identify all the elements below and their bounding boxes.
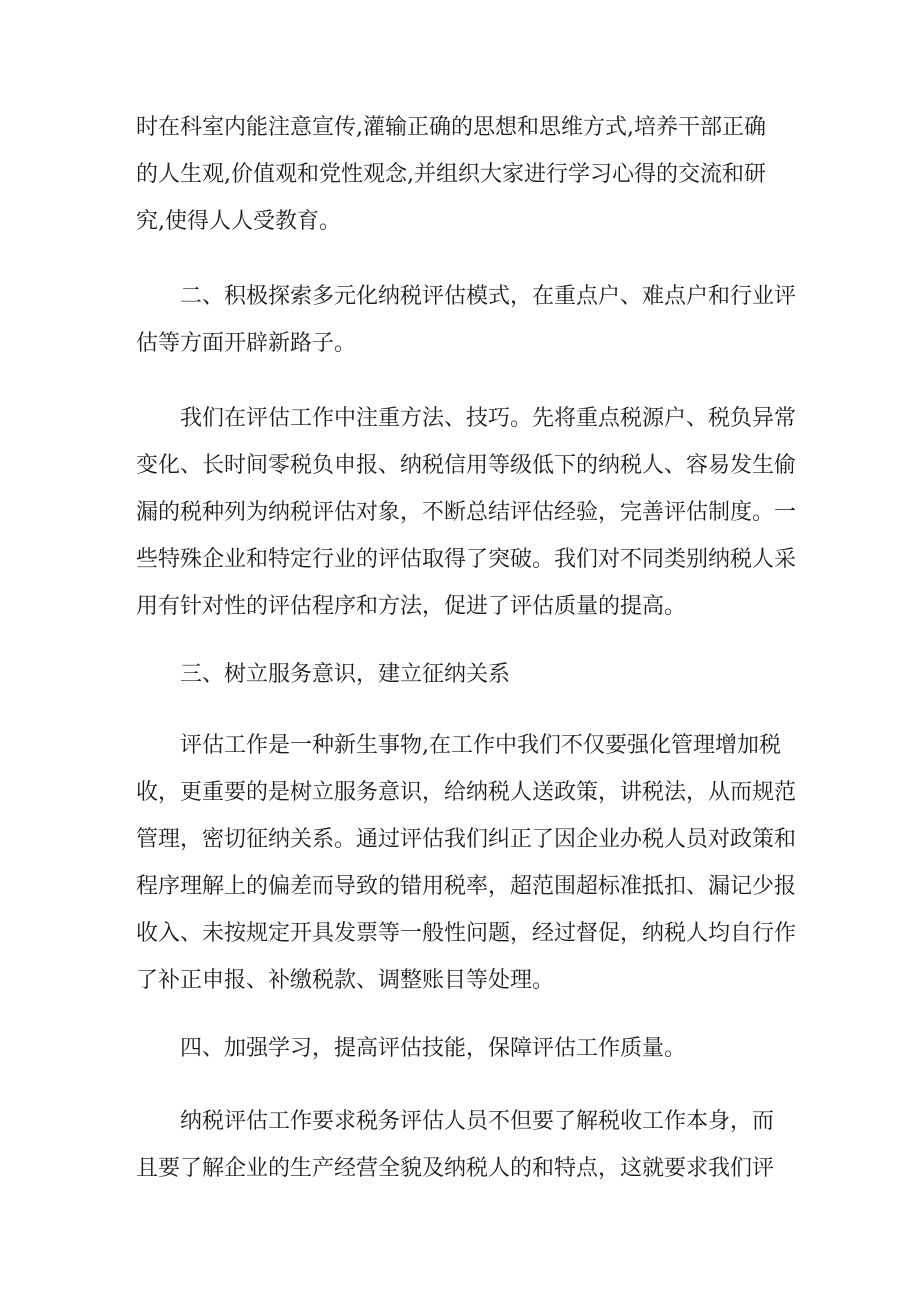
paragraph-evaluation-methods [136, 395, 797, 630]
text-line: 估等方面开辟新路子。 [136, 331, 357, 356]
text-line: 漏的税种列为纳税评估对象，不断总结评估经验，完善评估制度。一 [136, 500, 797, 525]
text-line: 了补正申报、补缴税款、调整账目等处理。 [136, 968, 555, 993]
paragraph-service-awareness [136, 722, 797, 1004]
text-line: 收入、未按规定开具发票等一般性问题，经过督促，纳税人均自行作 [136, 921, 797, 946]
paragraph-continuation [136, 104, 776, 245]
text-line: 且要了解企业的生产经营全貌及纳税人的和特点，这就要求我们评 [136, 1156, 775, 1181]
text-line: 管理，密切征纳关系。通过评估我们纠正了因企业办税人员对政策和 [136, 827, 797, 852]
text-line: 四、加强学习，提高评估技能，保障评估工作质量。 [180, 1036, 687, 1061]
text-line: 我们在评估工作中注重方法、技巧。先将重点税源户、税负异常 [180, 406, 797, 431]
text-line: 用有针对性的评估程序和方法，促进了评估质量的提高。 [136, 594, 687, 619]
text-line: 程序理解上的偏差而导致的错用税率，超范围超标准抵扣、漏记少报 [136, 874, 797, 899]
text-line: 收，更重要的是树立服务意识，给纳税人送政策，讲税法，从而规范 [136, 780, 797, 805]
text-line: 时在科室内能注意宣传,灌输正确的思想和思维方式,培养干部正确 [136, 115, 766, 140]
section-heading-3 [136, 651, 776, 698]
text-line: 究,使得人人受教育。 [136, 209, 341, 234]
text-line: 变化、长时间零税负申报、纳税信用等级低下的纳税人、容易发生偷 [136, 453, 797, 478]
text-line: 二、积极探索多元化纳税评估模式，在重点户、难点户和行业评 [180, 284, 797, 309]
section-heading-4 [136, 1025, 776, 1072]
text-line: 些特殊企业和特定行业的评估取得了突破。我们对不同类别纳税人采 [136, 547, 797, 572]
text-line: 三、树立服务意识，建立征纳关系 [180, 662, 511, 687]
paragraph-skill-training [136, 1098, 776, 1192]
text-line: 纳税评估工作要求税务评估人员不但要了解税收工作本身，而 [180, 1109, 775, 1134]
text-line: 的人生观,价值观和党性观念,并组织大家进行学习心得的交流和研 [136, 162, 766, 187]
text-line: 评估工作是一种新生事物,在工作中我们不仅要强化管理增加税 [180, 733, 781, 758]
section-heading-2 [136, 273, 797, 367]
